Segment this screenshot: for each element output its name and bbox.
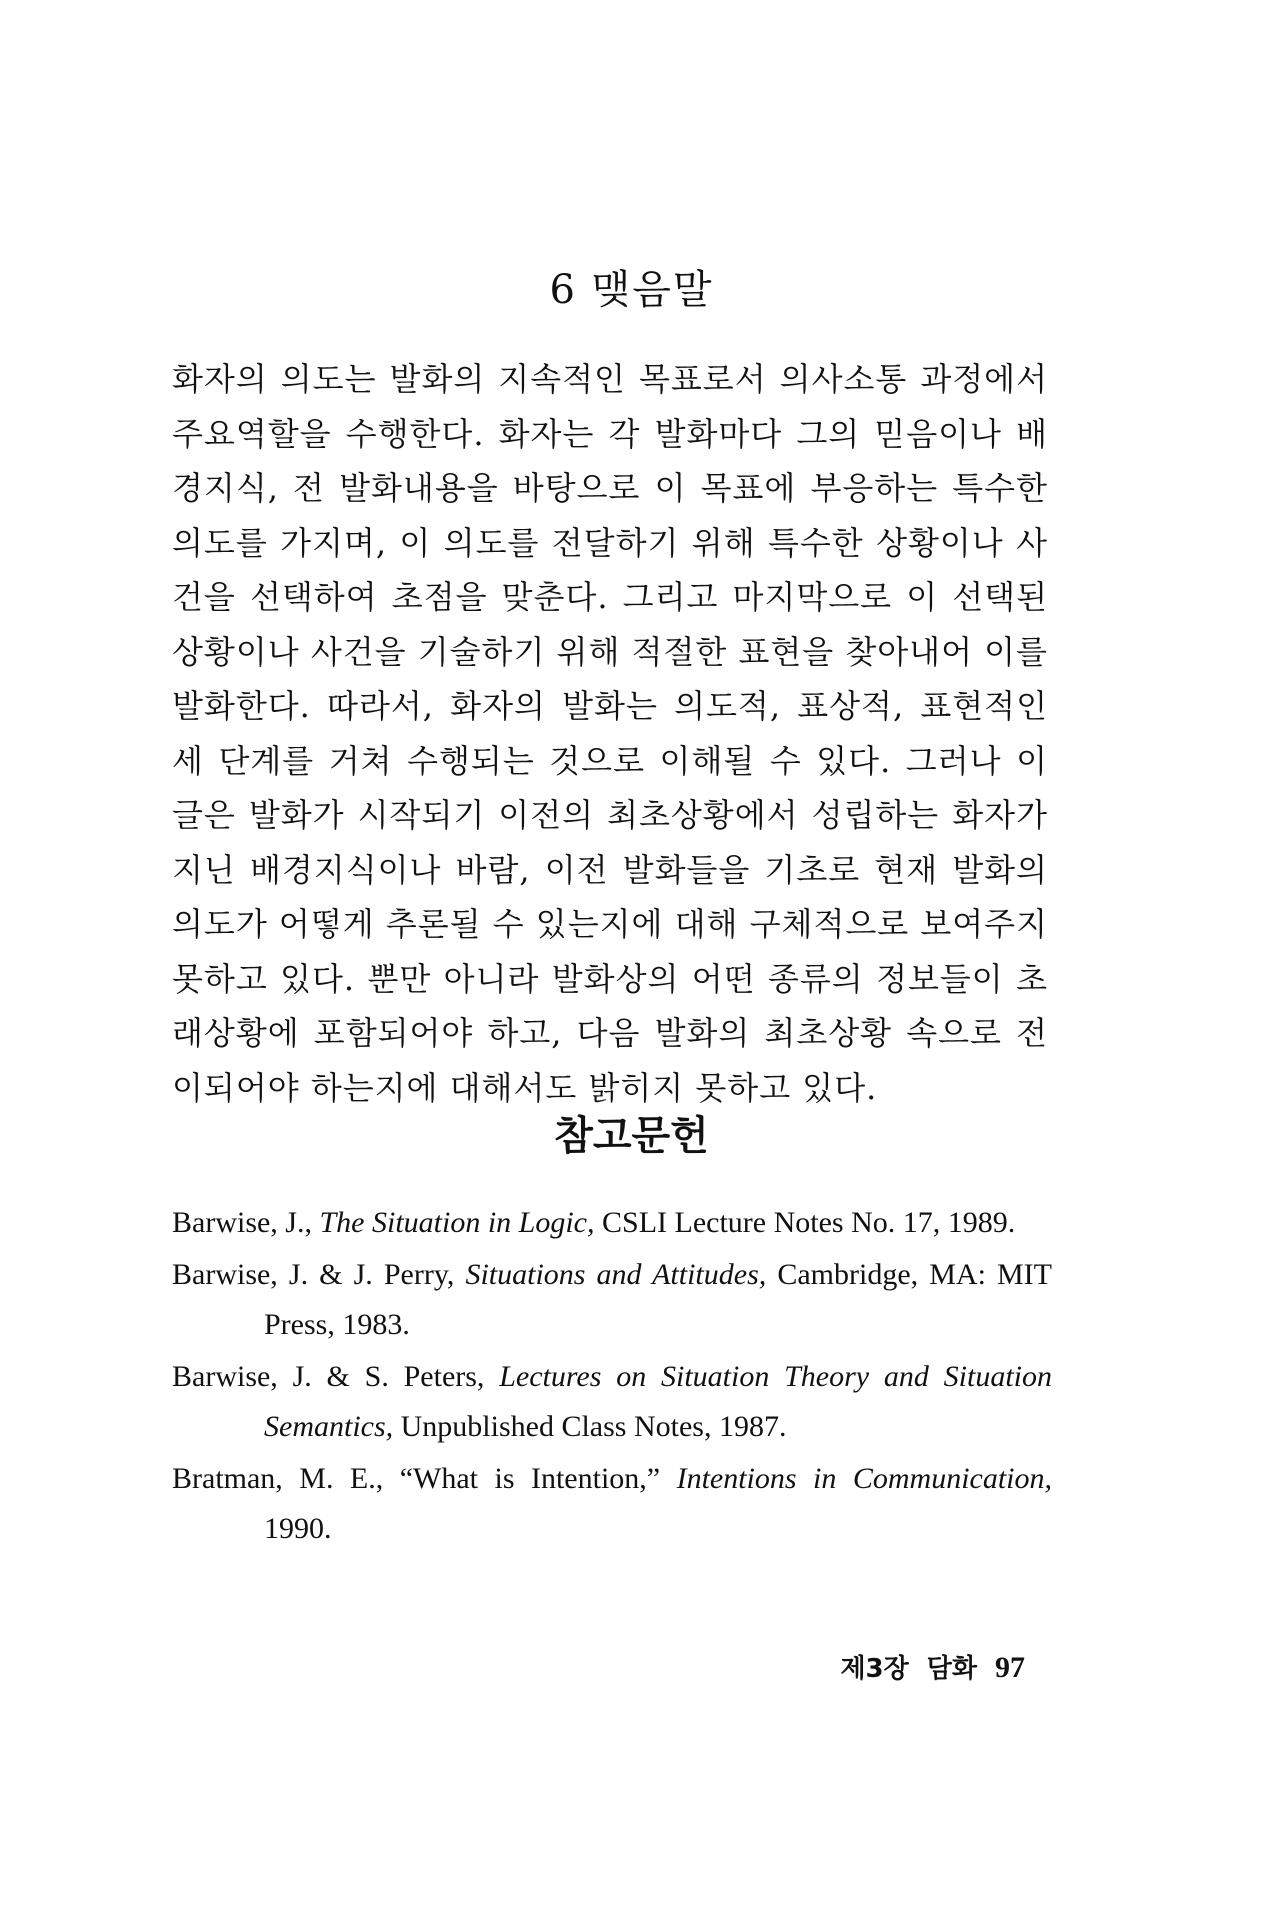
reference-authors: Barwise, J. & J. Perry, bbox=[172, 1258, 466, 1291]
reference-publication: Cambridge, MA: MIT Press, 1983. bbox=[264, 1258, 1052, 1341]
reference-authors: Bratman, M. E., “What is Intention,” bbox=[172, 1462, 677, 1495]
reference-item bbox=[172, 1352, 1052, 1452]
reference-work-title: Situations and Attitudes, bbox=[465, 1258, 767, 1291]
reference-publication: Unpublished Class Notes, 1987. bbox=[393, 1410, 787, 1443]
footer-chapter: 제3장 bbox=[840, 1654, 909, 1684]
reference-work-title: The Situation in Logic, bbox=[319, 1206, 595, 1239]
reference-work-title: Lectures on Situation Theory and Situation Semantics, bbox=[264, 1360, 1052, 1443]
section-title: 6 맺음말 bbox=[549, 267, 714, 313]
reference-item bbox=[172, 1454, 1052, 1554]
page-footer bbox=[840, 1648, 1025, 1685]
reference-publication: 1990. bbox=[264, 1512, 332, 1545]
reference-publication: CSLI Lecture Notes No. 17, 1989. bbox=[594, 1206, 1016, 1239]
reference-authors: Barwise, J., bbox=[172, 1206, 320, 1239]
reference-item bbox=[172, 1250, 1052, 1350]
reference-item bbox=[172, 1198, 1052, 1248]
reference-list bbox=[172, 1198, 1052, 1556]
page-number: 97 bbox=[995, 1651, 1025, 1684]
reference-work-title: Intentions in Communication, bbox=[676, 1462, 1053, 1495]
footer-chapter-title: 담화 bbox=[926, 1654, 977, 1684]
references-title: 참고문헌 bbox=[554, 1113, 709, 1159]
conclusion-paragraph: 화자의 의도는 발화의 지속적인 목표로서 의사소통 과정에서 주요역할을 수행한다. 화자는 각 발화마다 그의 믿음이나 배경지식, 전 발화내용을 바탕으로 이 목표에 부응하는 특수한 의도를 가지며, 이 의도를 전달하기 위해 특수한 상황이나 사건을 선택하여 초점을 맞춘다. 그리고 마지막으로 이 선택된 상황이나 사건을 기술하기 위해 적절한 표현을 찾아내어 이를 발화한다. 따라서, 화자의 발화는 의도적, 표상적, 표현적인 세 단계를 거쳐 수행되는 것으로 이해될 수 있다. 그러나 이 글은 발화가 시작되기 이전의 최초상황에서 성립하는 화자가 지닌 배경지식이나 바람, 이전 발화들을 기초로 현재 발화의 의도가 어떻게 추론될 수 있는지에 대해 구체적으로 보여주지 못하고 있다. 뿐만 아니라 발화상의 어떤 종류의 정보들이 초래상황에 포함되어야 하고, 다음 발화의 최초상황 속으로 전이되어야 하는지에 대해서도 밝히지 못하고 있다. bbox=[172, 360, 1049, 1107]
reference-authors: Barwise, J. & S. Peters, bbox=[172, 1360, 500, 1393]
